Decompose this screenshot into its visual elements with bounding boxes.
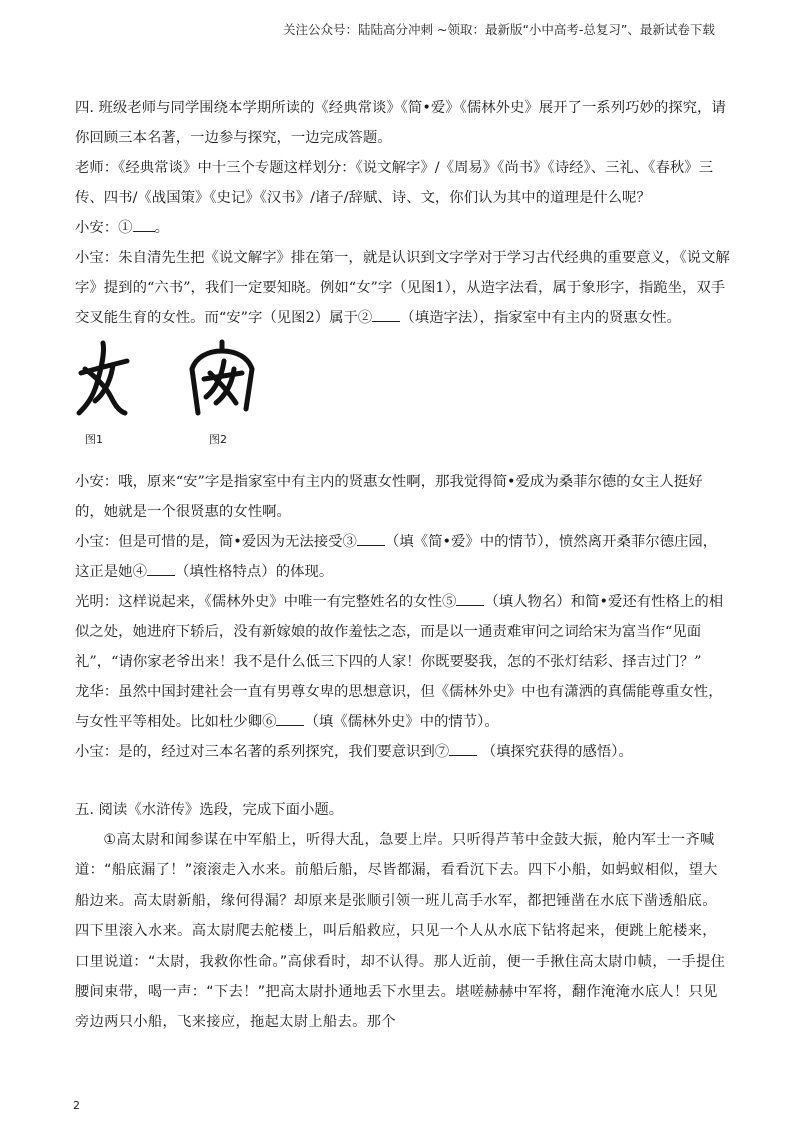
- dialogue-text: 光明：这样说起来，《儒林外史》中唯一有完整姓名的女性⑤: [75, 594, 457, 610]
- dialogue-text: 龙华：虽然中国封建社会一直有男尊女卑的思想意识，但《儒林外史》中也有潇洒的真儒能尊重女性，与女性平等相处。比如杜少卿⑥: [75, 684, 723, 730]
- dialogue-text: 。: [154, 220, 169, 236]
- answer-blank-3[interactable]: [357, 528, 385, 546]
- q5-intro: 五. 阅读《水浒传》选段，完成下面小题。: [75, 802, 344, 818]
- answer-blank-4[interactable]: [147, 558, 175, 576]
- answer-blank-5[interactable]: [456, 588, 484, 606]
- figure-2-an-glyph: [188, 339, 258, 421]
- xiaoan-dialogue-1: [75, 213, 730, 243]
- dialogue-text: （填性格特点）的体现。: [174, 564, 334, 580]
- page-content: [75, 93, 730, 1038]
- dialogue-text: （填《儒林外史》中的情节）。: [304, 714, 499, 730]
- answer-blank-2[interactable]: [372, 304, 400, 322]
- dialogue-text: 小宝：但是可惜的是，简•爱因为无法接受③: [75, 534, 357, 550]
- guangming-dialogue: [75, 587, 730, 677]
- dialogue-text: （填探究获得的感悟）。: [477, 744, 633, 760]
- dialogue-text: （填人物名）和简•爱还有性格上的相似之处，她进府下轿后，没有新嫁娘的故作羞怯之态，而是以一通责难审问之词给宋为富当作“见面礼”，“请你家老爷出来！我不是什么低三下四的人家！你既要娶我，怎的不张灯结彩、择吉过门？”: [75, 594, 724, 670]
- answer-blank-7[interactable]: [449, 738, 477, 756]
- q4-intro: 四. 班级老师与同学围绕本学期所读的《经典常谈》《简•爱》《儒林外史》展开了一系列巧妙的探究，请你回顾三本名著，一边参与探究，一边完成答题。: [75, 100, 726, 146]
- xiaobao-dialogue-3: [75, 737, 730, 767]
- figure-1-nv-glyph: [75, 339, 135, 421]
- page-header: 关注公众号：陆陆高分冲刺 ~领取：最新版“小中高考-总复习”、最新试卷下载: [283, 22, 715, 37]
- section-spacer: [75, 767, 730, 795]
- longhua-dialogue: [75, 677, 730, 737]
- xiaobao-dialogue-1: [75, 243, 730, 333]
- dialogue-text: （填《简•爱》中的情节），愤然离开桑菲尔德庄园，这正是她④: [75, 534, 718, 580]
- answer-blank-1[interactable]: [133, 214, 155, 232]
- dialogue-text: 小宝：朱自清先生把《说文解字》排在第一，就是认识到文字学对于学习古代经典的重要意义，《说文解字》提到的“六书”，我们一定要知晓。例如“女”字（见图1），从造字法看，属于象形字，指跪坐，双手交叉能生育的女性。而“安”字（见图2）属于②: [75, 250, 730, 326]
- dialogue-text: 小宝：是的，经过对三本名著的系列探究，我们要意识到⑦: [75, 744, 450, 760]
- dialogue-text: （填造字法），指家室中有主内的贤惠女性。: [400, 310, 681, 326]
- teacher-dialogue: 老师：《经典常谈》中十三个专题这样划分：《说文解字》/《周易》《尚书》《诗经》、三礼、《春秋》三传、四书/《战国策》《史记》《汉书》/诸子/辞赋、诗、文，你们认为其中的道理是什么呢？: [75, 160, 714, 206]
- character-figures: [75, 339, 730, 461]
- xiaobao-dialogue-2: [75, 527, 730, 587]
- dialogue-text: 小安：①: [75, 220, 133, 236]
- figure-1-caption: 图1: [85, 433, 103, 446]
- shuihu-excerpt: ①高太尉和闻参谋在中军船上，听得大乱，急要上岸。只听得芦苇中金鼓大振，舱内军士一齐喊道：“船底漏了！”滚滚走入水来。前船后船，尽皆都漏，看看沉下去。四下小船，如蚂蚁相似，望大船边来。高太尉新船，缘何得漏？却原来是张顺引领一班儿高手水军，都把锤凿在水底下凿透船底。四下里滚入水来。高太尉爬去舵楼上，叫后船救应，只见一个人从水底下钻将起来，便跳上舵楼来，口里说道：“太尉，我救你性命。”高俅看时，却不认得。那人近前，便一手揪住高太尉巾帻，一手提住腰间束带，喝一声：“下去！”把高太尉扑通地丢下水里去。堪嗟赫赫中军将，翻作淹淹水底人！只见旁边两只小船，飞来接应，拖起太尉上船去。那个: [75, 832, 726, 1031]
- answer-blank-6[interactable]: [276, 708, 304, 726]
- figure-2-caption: 图2: [209, 433, 227, 446]
- xiaoan-dialogue-2: 小安：哦，原来“安”字是指家室中有主内的贤惠女性啊，那我觉得简•爱成为桑菲尔德的女主人挺好的，她就是一个很贤惠的女性啊。: [75, 474, 703, 520]
- page-number: 2: [73, 1099, 80, 1112]
